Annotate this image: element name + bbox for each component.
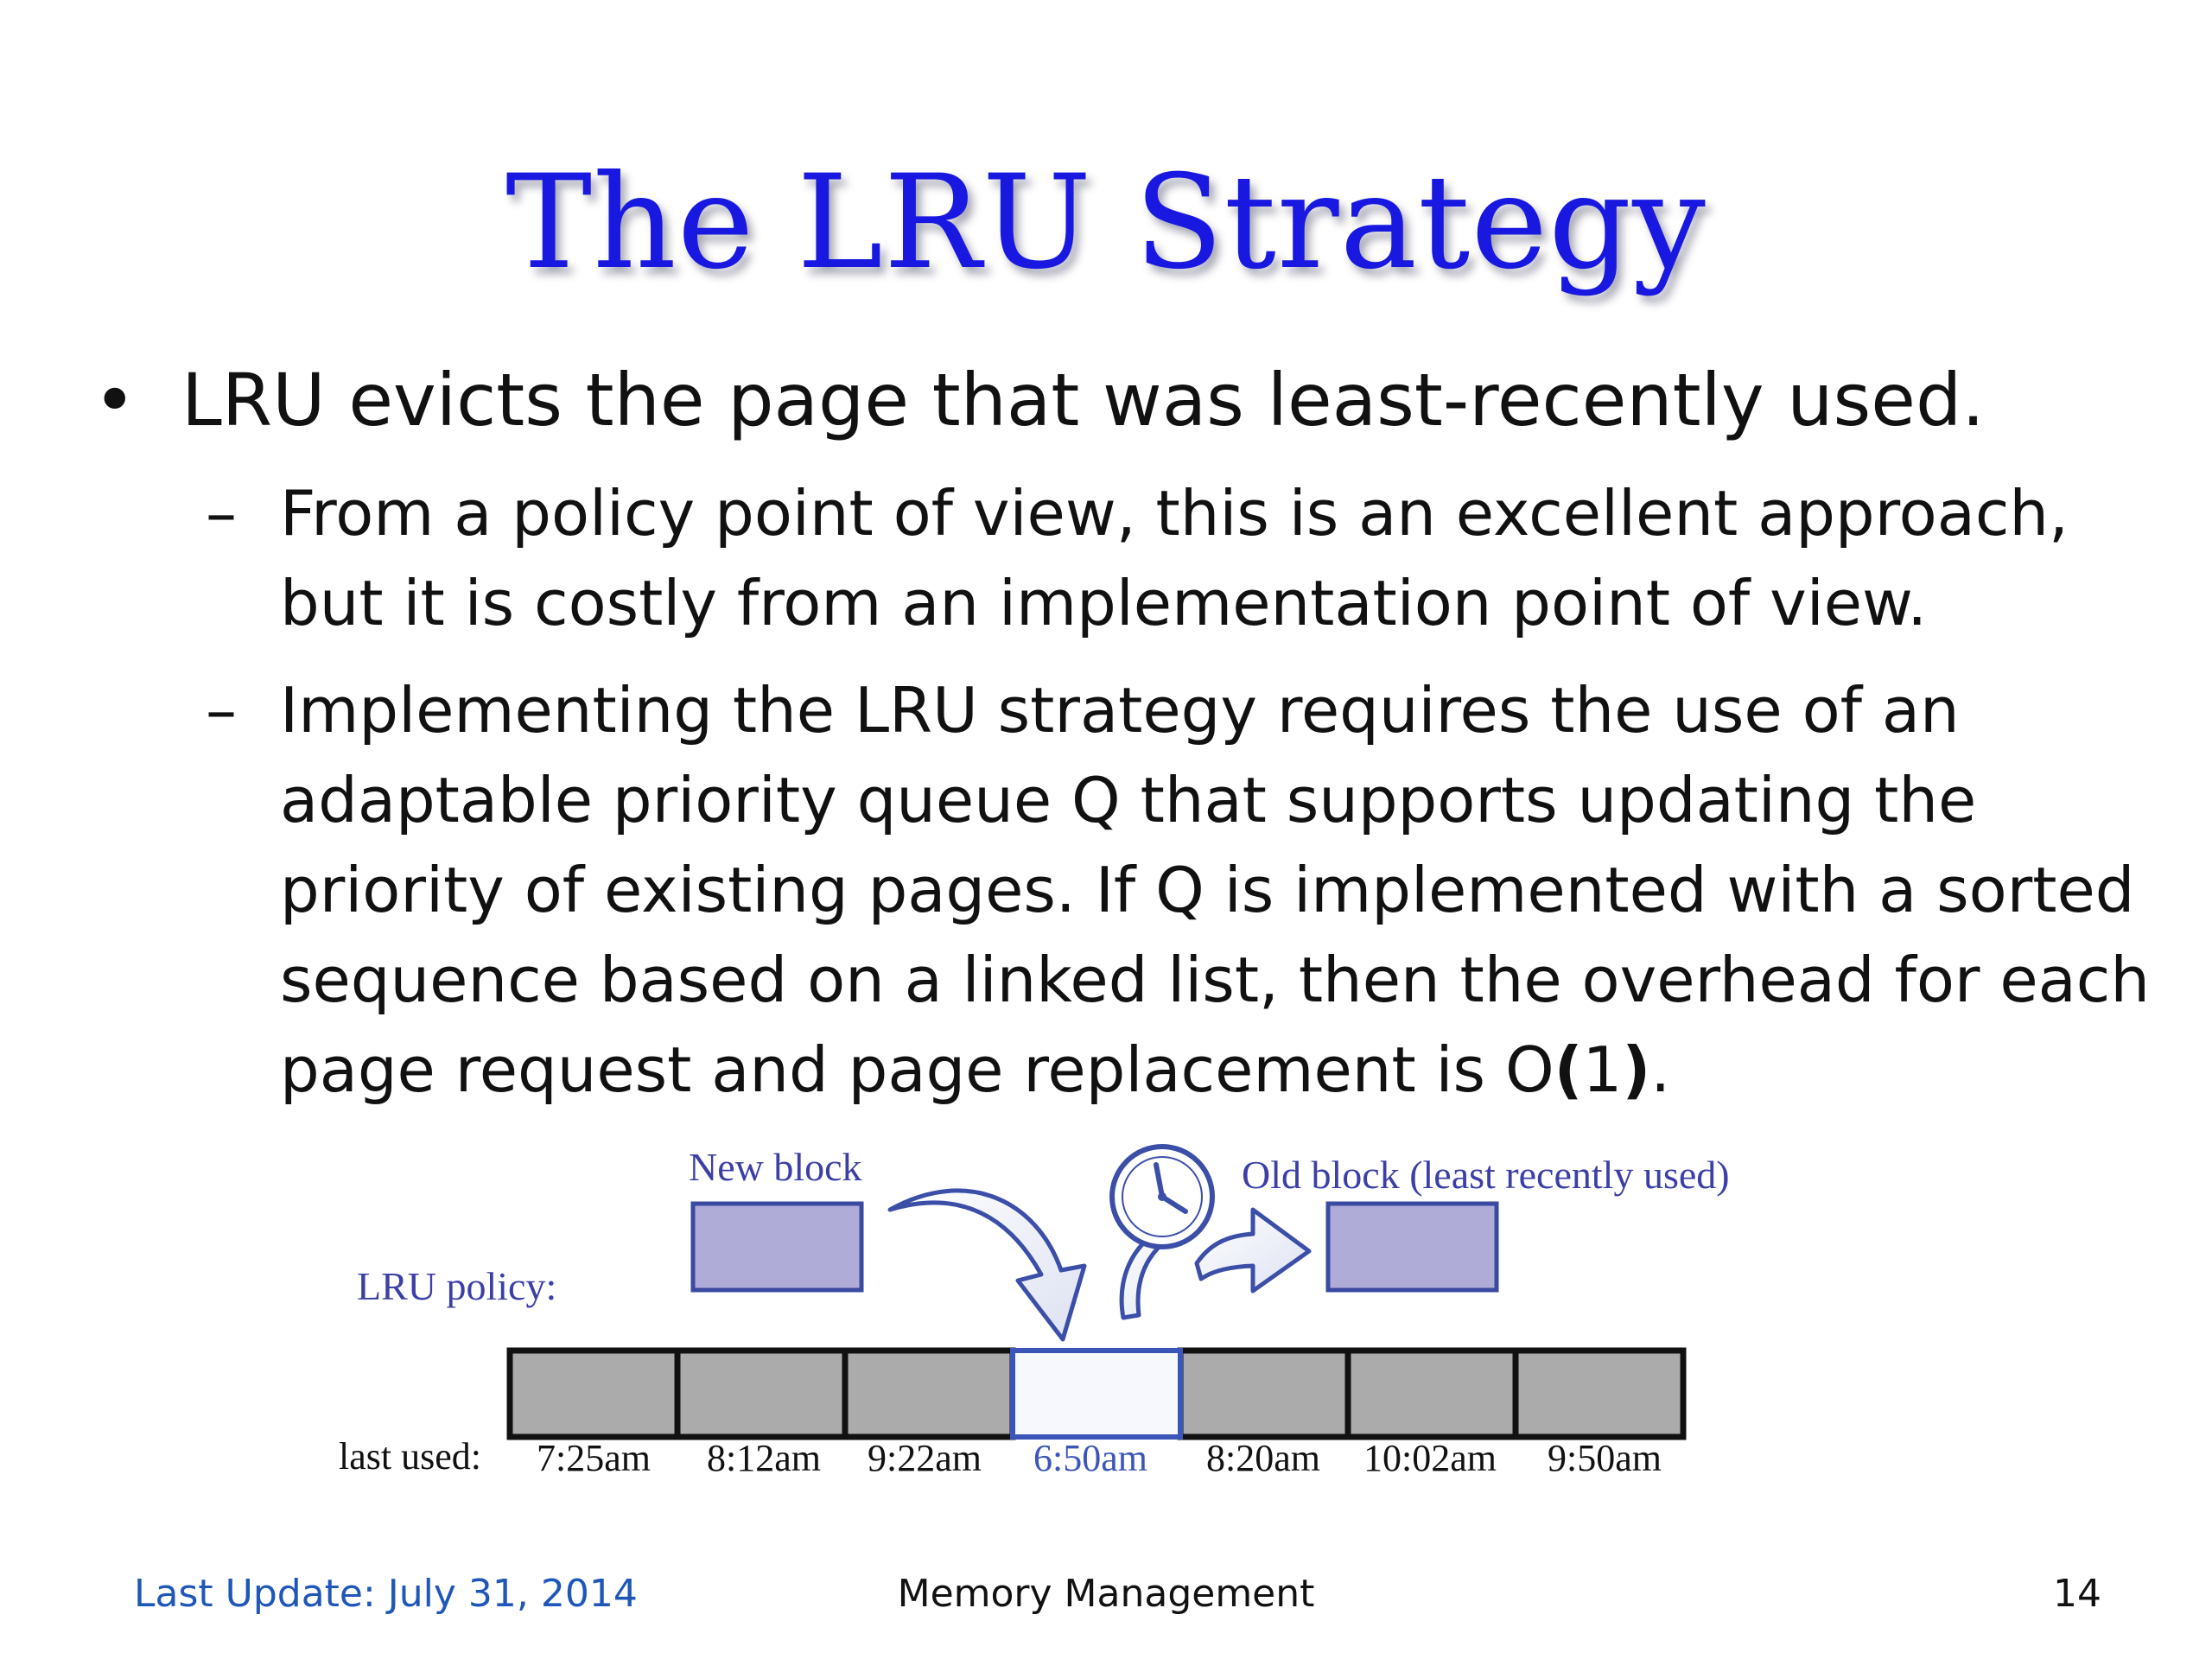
cache-cell xyxy=(1348,1351,1516,1437)
sub-bullet-policy-text: From a policy point of view, this is an excellent approach, but it is costly from an implementation point of view. xyxy=(280,477,2069,639)
cache-cell xyxy=(1180,1351,1348,1437)
implementation-text-period: . xyxy=(1650,1033,1671,1106)
cache-cell xyxy=(510,1351,677,1437)
complexity-value: 1 xyxy=(1582,1033,1623,1106)
time-label: 9:50am xyxy=(1548,1437,1662,1479)
old-block-label: Old block (least recently used) xyxy=(1242,1153,1730,1197)
time-label: 10:02am xyxy=(1363,1437,1497,1479)
clock-icon xyxy=(1112,1147,1212,1318)
time-label: 7:25am xyxy=(537,1437,651,1479)
paren-close: ) xyxy=(1622,1033,1651,1106)
time-label: 8:12am xyxy=(707,1437,821,1479)
time-label: 8:20am xyxy=(1206,1437,1320,1479)
sub-bullet-marker: – xyxy=(206,674,237,747)
right-arrow-icon xyxy=(1197,1210,1309,1291)
time-label: 9:22am xyxy=(868,1437,982,1479)
cache-row xyxy=(510,1351,1683,1437)
curved-arrow-icon xyxy=(890,1191,1084,1339)
cache-cell-highlighted xyxy=(1013,1351,1180,1437)
last-used-label: last used: xyxy=(339,1435,481,1478)
new-block xyxy=(693,1204,861,1290)
new-block-label: New block xyxy=(689,1145,862,1189)
cache-cell xyxy=(677,1351,845,1437)
footer-page-number: 14 xyxy=(2053,1572,2101,1616)
bullet-main-text: LRU evicts the page that was least-recently used. xyxy=(181,358,1985,442)
implementation-text-main: Implementing the LRU strategy requires the use of an adaptable priority queue Q that supports updating the priority of existing pages. If Q is implemented with a sorted sequence based on a linked list, then the overhead for each page request and page replacement is O xyxy=(280,674,2151,1106)
paren-open: ( xyxy=(1554,1033,1583,1106)
slide-title: The LRU Strategy xyxy=(505,148,1707,298)
sub-bullet-marker: – xyxy=(206,477,237,550)
footer-last-update: Last Update: July 31, 2014 xyxy=(134,1572,638,1616)
footer-topic: Memory Management xyxy=(897,1572,1315,1616)
cache-cell xyxy=(845,1351,1013,1437)
policy-label: LRU policy: xyxy=(357,1264,557,1308)
bullet-marker: • xyxy=(93,358,137,442)
old-block xyxy=(1328,1204,1497,1290)
time-label-highlighted: 6:50am xyxy=(1033,1437,1147,1479)
cache-cell xyxy=(1516,1351,1683,1437)
